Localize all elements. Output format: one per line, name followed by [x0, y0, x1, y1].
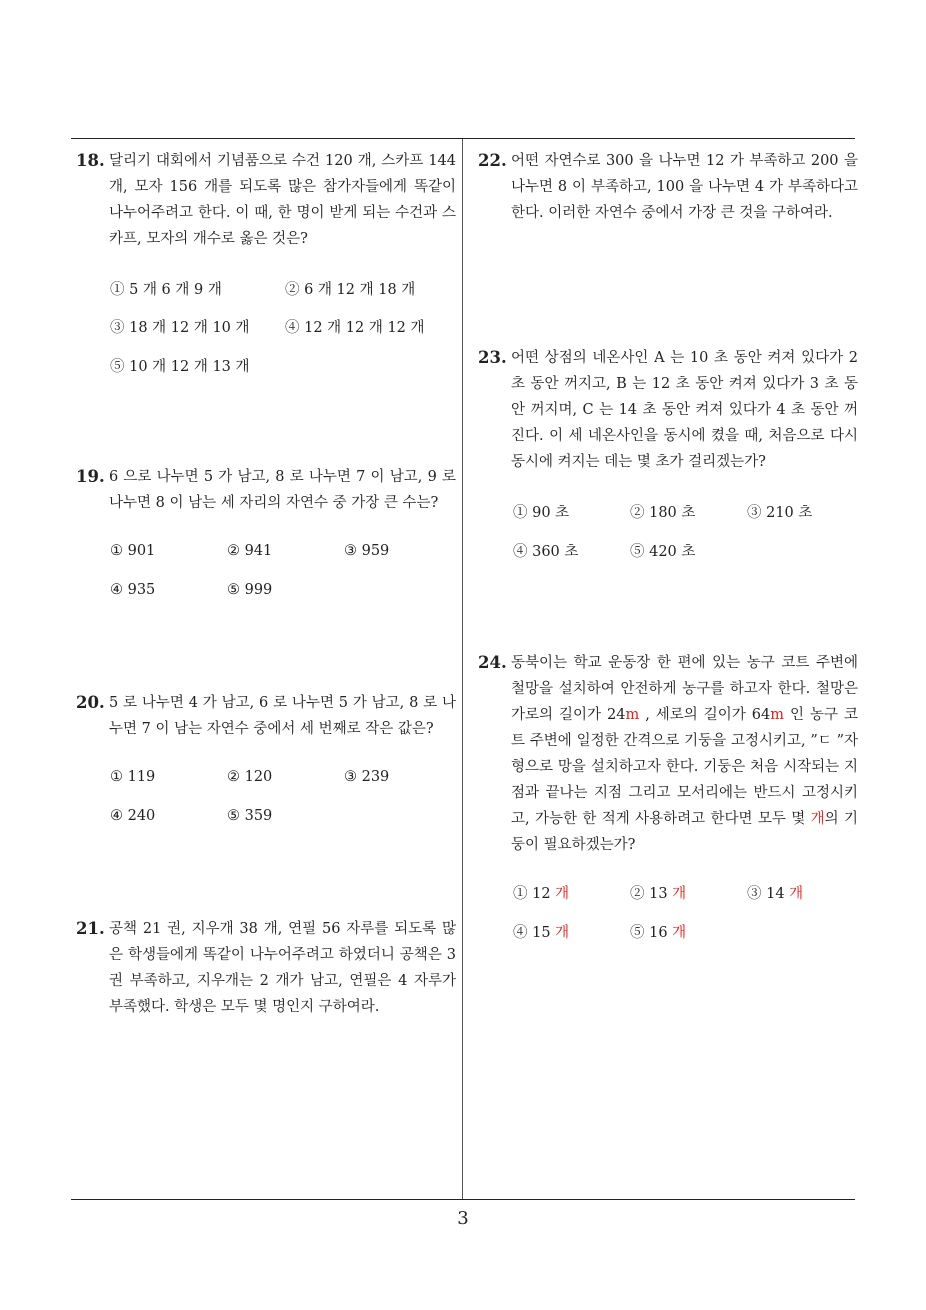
option-3[interactable]: ③ 18 개 12 개 10 개	[110, 320, 250, 336]
option-4[interactable]: ④ 935	[110, 582, 156, 598]
question-text: 5 로 나누면 4 가 남고, 6 로 나누면 5 가 남고, 8 로 나누면 7 이 남는 자연수 중에서 세 번째로 작은 값은?	[109, 695, 456, 737]
unit-meter: m	[625, 707, 640, 723]
option-2[interactable]: ② 13 개	[630, 886, 687, 902]
option-4[interactable]: ④ 15 개	[513, 925, 570, 941]
option-5[interactable]: ⑤ 16 개	[630, 925, 687, 941]
question-text: 달리기 대회에서 기념품으로 수건 120 개, 스카프 144 개, 모자 156 개를 되도록 많은 참가자들에게 똑같이 나누어주려고 한다. 이 때, 한 명이 받게 되는 수건과 스카프, 모자의 개수로 옳은 것은?	[109, 153, 456, 247]
option-4[interactable]: ④ 12 개 12 개 12 개	[285, 320, 425, 336]
option-2[interactable]: ② 120	[227, 769, 273, 785]
option-2[interactable]: ② 6 개 12 개 18 개	[285, 282, 416, 298]
option-1[interactable]: ① 901	[110, 543, 156, 559]
option-1[interactable]: ① 5 개 6 개 9 개	[110, 282, 222, 298]
option-2[interactable]: ② 941	[227, 543, 273, 559]
option-3[interactable]: ③ 959	[344, 543, 390, 559]
question-23	[478, 345, 858, 475]
option-3[interactable]: ③ 210 초	[747, 505, 813, 521]
question-number: 18.	[76, 151, 105, 170]
question-18	[76, 148, 456, 252]
option-1[interactable]: ① 119	[110, 769, 156, 785]
option-1[interactable]: ① 12 개	[513, 886, 570, 902]
question-21	[76, 916, 456, 1020]
question-24	[478, 650, 858, 858]
option-5[interactable]: ⑤ 999	[227, 582, 273, 598]
unit-meter: m	[770, 707, 785, 723]
question-number: 20.	[76, 693, 105, 712]
question-number: 23.	[478, 348, 507, 367]
top-rule	[71, 138, 855, 139]
question-text: 6 으로 나누면 5 가 남고, 8 로 나누면 7 이 남고, 9 로 나누면 8 이 남는 세 자리의 자연수 중 가장 큰 수는?	[109, 469, 456, 511]
unit-count: 개	[810, 811, 825, 827]
option-2[interactable]: ② 180 초	[630, 505, 696, 521]
question-text: 어떤 자연수로 300 을 나누면 12 가 부족하고 200 을 나누면 8 이 부족하고, 100 을 나누면 4 가 부족하다고 한다. 이러한 자연수 중에서 가장 큰 것을 구하여라.	[511, 153, 858, 221]
question-19	[76, 464, 456, 516]
option-3[interactable]: ③ 14 개	[747, 886, 804, 902]
question-text: 어떤 상점의 네온사인 A 는 10 초 동안 켜져 있다가 2 초 동안 꺼지고, B 는 12 초 동안 켜져 있다가 3 초 동안 꺼지며, C 는 14 초 동안 켜져 있다가 4 초 동안 꺼진다. 이 세 네온사인을 동시에 켰을 때, 처음으로 다시 동시에 켜지는 데는 몇 초가 걸리겠는가?	[511, 350, 858, 470]
option-5[interactable]: ⑤ 10 개 12 개 13 개	[110, 359, 250, 375]
option-1[interactable]: ① 90 초	[513, 505, 570, 521]
bottom-rule	[71, 1199, 855, 1200]
question-20	[76, 690, 456, 742]
question-text: 공책 21 권, 지우개 38 개, 연필 56 자루를 되도록 많은 학생들에게 똑같이 나누어주려고 하였더니 공책은 3 권 부족하고, 지우개는 2 개가 남고, 연필은 4 자루가 부족했다. 학생은 모두 몇 명인지 구하여라.	[109, 921, 456, 1015]
question-22	[478, 148, 858, 226]
option-5[interactable]: ⑤ 359	[227, 808, 273, 824]
question-number: 22.	[478, 151, 507, 170]
question-number: 24.	[478, 653, 507, 672]
option-4[interactable]: ④ 360 초	[513, 544, 579, 560]
option-4[interactable]: ④ 240	[110, 808, 156, 824]
page-number: 3	[457, 1208, 469, 1229]
column-divider	[462, 139, 463, 1199]
question-number: 19.	[76, 467, 105, 486]
option-3[interactable]: ③ 239	[344, 769, 390, 785]
question-text: 동북이는 학교 운동장 한 편에 있는 농구 코트 주변에 철망을 설치하여 안전하게 농구를 하고자 한다. 철망은 가로의 길이가 24m , 세로의 길이가 64m 인 농구 코트 주변에 일정한 간격으로 기둥을 고정시키고, ”ㄷ ”자 형으로 망을 설치하고자 한다. 기둥은 처음 시작되는 지점과 끝나는 지점 그리고 모서리에는 반드시 고정시키고, 가능한 한 적게 사용하려고 한다면 모두 몇 개의 기둥이 필요하겠는가?	[511, 655, 858, 853]
option-5[interactable]: ⑤ 420 초	[630, 544, 696, 560]
question-number: 21.	[76, 919, 105, 938]
